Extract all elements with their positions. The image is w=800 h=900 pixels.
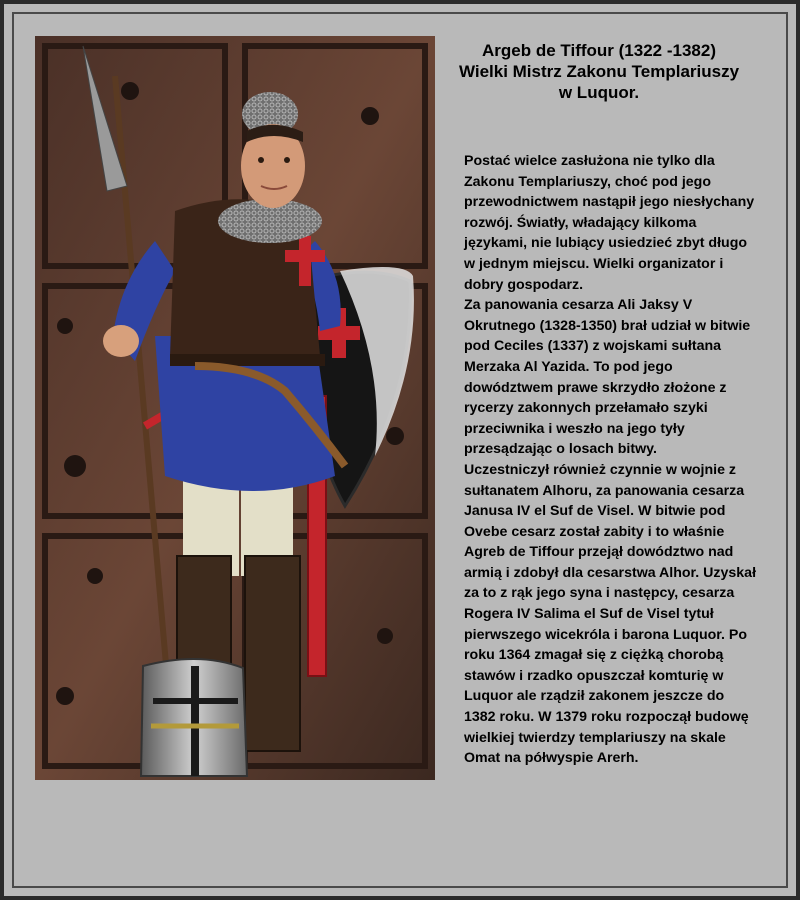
text-line: w jednym miejscu. Wielki organizator i (464, 255, 724, 272)
title-line: Argeb de Tiffour (1322 -1382) (482, 41, 716, 60)
text-line: Za panowania cesarza Ali Jaksy V (464, 297, 693, 314)
helm-cross-bar (191, 666, 199, 776)
text-line: przewodnictwem nastąpił jego niesłychany (464, 194, 755, 211)
belt (170, 354, 325, 366)
text-line: dowództwem prawe skrzydło złożone z (464, 379, 727, 396)
text-line: Omat na półwyspie Arerh. (464, 750, 639, 767)
title-line: w Luquor. (558, 83, 640, 102)
text-line: roku 1364 zmagał się z ciężką chorobą (464, 647, 724, 664)
text-line: przeciwnika i weszło na jego tyły (464, 420, 685, 437)
text-line: językami, nie lubiący usiedzieć zbyt długo (464, 235, 748, 252)
text-line: przesądzając o losach bitwy. (464, 441, 657, 458)
text-line: armią i zdobył dla cesarstwa Alhor. Uzyskał (464, 564, 757, 581)
text-line: Agreb de Tiffour przejął dowództwo nad (464, 544, 734, 561)
text-line: Rogera IV Salima el Suf de Visel tytuł (464, 606, 714, 623)
text-line: rycerzy zakonnych przełamało szyki (464, 400, 708, 417)
title-line: Wielki Mistrz Zakonu Templariuszy (458, 62, 740, 81)
text-line: Uczestniczył również czynnie w wojnie z (464, 461, 736, 478)
text-line: za to z rąk jego syna i następcy, cesarza (464, 585, 735, 602)
knight-photo (35, 36, 435, 780)
left-hand (103, 325, 139, 357)
biography-text (464, 151, 784, 769)
article-title (444, 40, 754, 103)
text-line: Luquor ale rządził zakonem jeszcze do (464, 688, 725, 705)
text-line: wielkiej twierdzy templariuszy na skale (464, 729, 726, 746)
text-line: dobry gospodarz. (464, 276, 584, 293)
text-line: pierwszego wicekróla i barona Luquor. Po (464, 626, 748, 643)
text-line: Zakonu Templariuszy, choć pod jego (464, 173, 711, 190)
right-boot (245, 556, 300, 751)
text-line: rozwój. Światły, władający kilkoma (464, 214, 697, 231)
knight-illustration (35, 36, 435, 780)
text-line: Janusa IV el Suf de Visel. W bitwie pod (464, 503, 726, 520)
text-line: 1382 roku. W 1379 roku rozpoczął budowę (464, 709, 749, 726)
text-line: sułtanatem Alhoru, za panowania cesarza (464, 482, 745, 499)
text-line: stawów i rzadko opuszczał komturię w (464, 667, 724, 684)
text-line: Ovebe cesarz został zabity i to właśnie (464, 523, 725, 540)
text-line: pod Ceciles (1337) z wojskami sułtana (464, 338, 722, 355)
text-line: Okrutnego (1328-1350) brał udział w bitwie (464, 317, 751, 334)
text-line: Postać wielce zasłużona nie tylko dla (464, 153, 715, 169)
text-line: Merzaka Al Yazida. To pod jego (464, 358, 673, 375)
